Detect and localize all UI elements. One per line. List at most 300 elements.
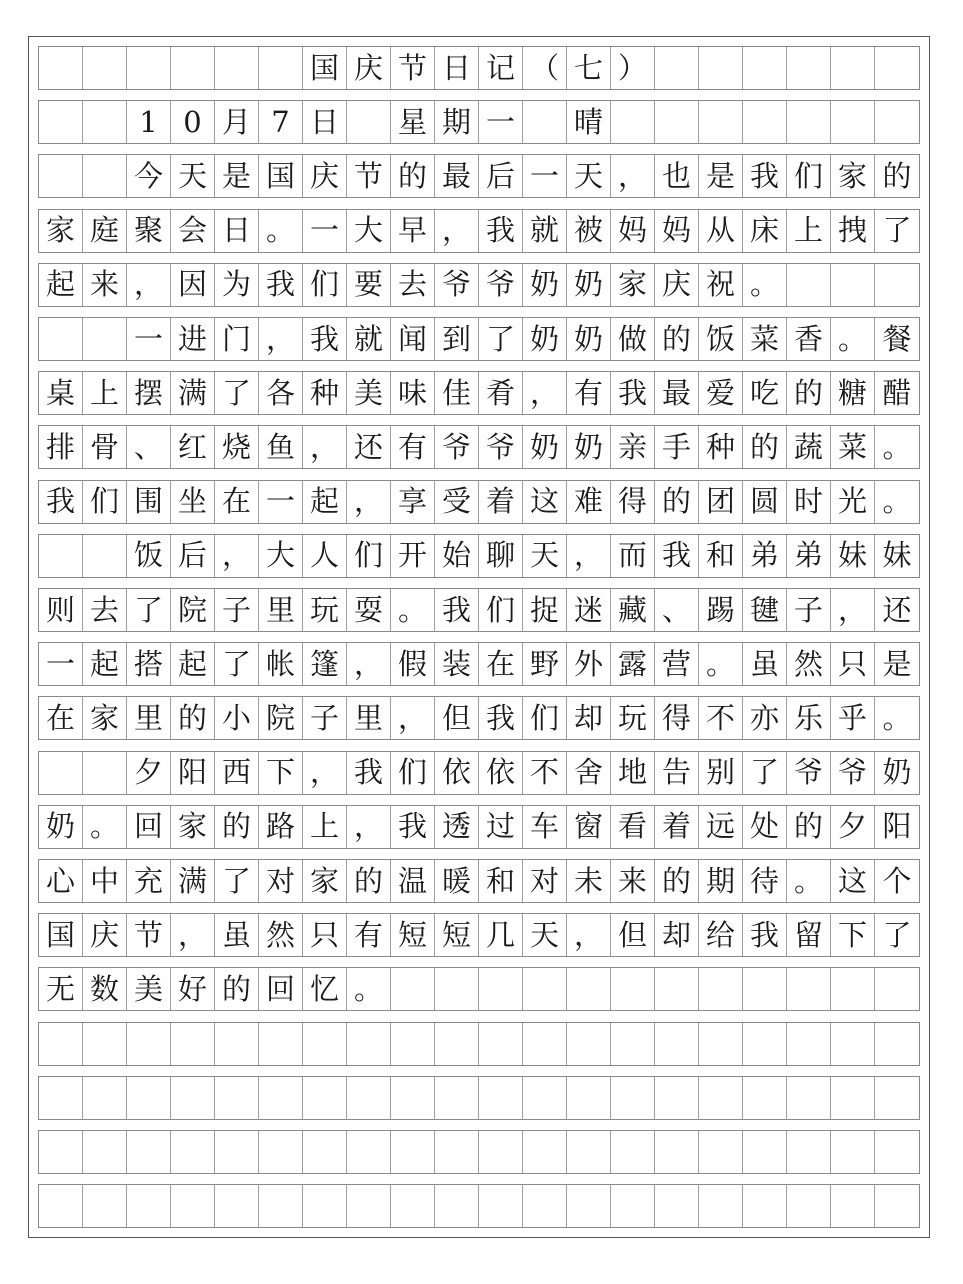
grid-cell: 家 (303, 860, 347, 902)
grid-cell (875, 1131, 919, 1173)
grid-cell: 。 (83, 806, 127, 848)
grid-cell: 。 (882, 700, 912, 735)
grid-cell: 期 (699, 860, 743, 902)
grid-cell (787, 264, 831, 306)
grid-cell: 被 (567, 210, 611, 252)
grid-cell: 上 (787, 210, 831, 252)
grid-cell: 后 (479, 155, 523, 197)
grid-cell (787, 1131, 831, 1173)
grid-cell (831, 1131, 875, 1173)
grid-cell: 到 (435, 318, 479, 360)
grid-cell (787, 1023, 831, 1065)
grid-cell: 我 (303, 318, 347, 360)
grid-cell (655, 1185, 699, 1227)
grid-cell: 的 (215, 968, 259, 1010)
grid-cell: 床 (743, 210, 787, 252)
grid-cell: 国 (39, 914, 83, 956)
grid-cell: 乐 (787, 697, 831, 739)
grid-cell: 有 (567, 372, 611, 414)
grid-cell: 家 (171, 806, 215, 848)
grid-cell (699, 1023, 743, 1065)
grid-cell: 未 (567, 860, 611, 902)
grid-cell: 期 (435, 101, 479, 143)
grid-cell (127, 1131, 171, 1173)
grid-cell (347, 1077, 391, 1119)
grid-cell (479, 968, 523, 1010)
grid-cell: 聊 (479, 535, 523, 577)
grid-cell: ， (215, 535, 259, 577)
grid-cell: ， (347, 643, 391, 685)
grid-cell: 就 (347, 318, 391, 360)
grid-cell: 的 (391, 155, 435, 197)
grid-cell (171, 1023, 215, 1065)
grid-cell: ， (303, 752, 347, 794)
grid-cell: 弟 (743, 535, 787, 577)
grid-cell: 亦 (743, 697, 787, 739)
grid-cell (39, 1077, 83, 1119)
grid-cell: 。 (259, 210, 303, 252)
grid-cell (479, 1023, 523, 1065)
grid-cell: 处 (743, 806, 787, 848)
grid-cell: 七 (567, 47, 611, 89)
text-row (38, 805, 920, 849)
grid-cell: 个 (882, 863, 912, 898)
grid-cell (259, 1131, 303, 1173)
text-row (38, 913, 920, 957)
grid-cell: 种 (303, 372, 347, 414)
grid-cell (127, 1077, 171, 1119)
grid-cell: 捉 (523, 589, 567, 631)
text-row (38, 642, 920, 686)
text-row (38, 154, 920, 198)
grid-cell: 玩 (611, 697, 655, 739)
grid-cell: 桌 (39, 372, 83, 414)
grid-cell: 我 (39, 481, 83, 523)
grid-cell: 远 (699, 806, 743, 848)
grid-cell: 奶 (523, 426, 567, 468)
grid-cell: 菜 (743, 318, 787, 360)
grid-cell: 上 (303, 806, 347, 848)
grid-cell: ， (127, 264, 171, 306)
grid-cell: 舍 (567, 752, 611, 794)
grid-cell: 。 (391, 589, 435, 631)
grid-cell: 院 (171, 589, 215, 631)
grid-cell: 奶 (567, 264, 611, 306)
text-row (38, 371, 920, 415)
grid-cell: 的 (347, 860, 391, 902)
grid-cell: 们 (523, 697, 567, 739)
grid-cell: 手 (655, 426, 699, 468)
grid-cell (655, 968, 699, 1010)
grid-cell: 节 (127, 914, 171, 956)
grid-cell: 西 (215, 752, 259, 794)
grid-cell (831, 1185, 875, 1227)
grid-cell (875, 1077, 919, 1119)
text-row (38, 967, 920, 1011)
grid-cell (567, 1077, 611, 1119)
grid-cell: 天 (523, 535, 567, 577)
grid-cell: 一 (479, 101, 523, 143)
grid-cell: ， (831, 589, 875, 631)
grid-cell (303, 1077, 347, 1119)
grid-cell: 聚 (127, 210, 171, 252)
grid-cell: 来 (83, 264, 127, 306)
grid-cell: 起 (83, 643, 127, 685)
grid-cell: 亲 (611, 426, 655, 468)
grid-cell: 阳 (882, 809, 912, 844)
grid-cell: 在 (479, 643, 523, 685)
grid-cell: 回 (259, 968, 303, 1010)
grid-cell: 透 (435, 806, 479, 848)
grid-cell: 日 (303, 101, 347, 143)
grid-cell (567, 1131, 611, 1173)
grid-cell (523, 1077, 567, 1119)
grid-cell (875, 968, 919, 1010)
grid-cell (171, 1131, 215, 1173)
grid-cell: 星 (391, 101, 435, 143)
grid-cell: 了 (215, 372, 259, 414)
grid-cell: 还 (347, 426, 391, 468)
grid-cell: 、 (127, 426, 171, 468)
text-row (38, 859, 920, 903)
grid-cell: 有 (391, 426, 435, 468)
title-row (38, 46, 920, 90)
text-row (38, 209, 920, 253)
grid-cell: 而 (611, 535, 655, 577)
grid-cell: 的 (215, 806, 259, 848)
text-row (38, 317, 920, 361)
grid-cell: 日 (435, 47, 479, 89)
grid-cell: 还 (882, 592, 912, 627)
grid-cell: 下 (259, 752, 303, 794)
grid-cell: 家 (831, 155, 875, 197)
grid-cell: 妈 (655, 210, 699, 252)
grid-cell: 温 (391, 860, 435, 902)
grid-cell: 地 (611, 752, 655, 794)
grid-cell (523, 1131, 567, 1173)
grid-cell (787, 1077, 831, 1119)
grid-cell: 。 (882, 484, 912, 519)
grid-cell: 。 (743, 264, 787, 306)
grid-cell: 起 (303, 481, 347, 523)
grid-cell: 的 (743, 426, 787, 468)
grid-cell: 踢 (699, 589, 743, 631)
grid-cell: 告 (655, 752, 699, 794)
grid-cell: 短 (391, 914, 435, 956)
grid-cell: 因 (171, 264, 215, 306)
grid-cell: 晴 (567, 101, 611, 143)
grid-cell: 有 (347, 914, 391, 956)
grid-cell (567, 968, 611, 1010)
grid-cell: 着 (655, 806, 699, 848)
grid-cell: 的 (655, 481, 699, 523)
grid-cell: 了 (127, 589, 171, 631)
grid-cell (171, 47, 215, 89)
grid-cell: 去 (391, 264, 435, 306)
grid-cell: 了 (215, 643, 259, 685)
grid-cell: 节 (347, 155, 391, 197)
grid-cell (655, 101, 699, 143)
grid-cell: 无 (39, 968, 83, 1010)
grid-cell (303, 1185, 347, 1227)
grid-cell: 。 (882, 429, 912, 464)
grid-cell: 0 (171, 101, 215, 143)
grid-cell: 奶 (39, 806, 83, 848)
grid-cell: 了 (882, 917, 912, 952)
grid-cell: 夕 (127, 752, 171, 794)
grid-cell (303, 1131, 347, 1173)
grid-cell: 进 (171, 318, 215, 360)
grid-cell (743, 1131, 787, 1173)
grid-cell: 团 (699, 481, 743, 523)
grid-cell: 。 (787, 860, 831, 902)
grid-cell (347, 101, 391, 143)
grid-cell: 然 (787, 643, 831, 685)
grid-cell: ， (611, 155, 655, 197)
grid-cell: 我 (479, 210, 523, 252)
grid-cell: 但 (611, 914, 655, 956)
grid-cell: 小 (215, 697, 259, 739)
grid-cell: 藏 (611, 589, 655, 631)
grid-cell (567, 1185, 611, 1227)
grid-cell (699, 47, 743, 89)
grid-cell: 回 (127, 806, 171, 848)
grid-cell (787, 101, 831, 143)
grid-cell: 心 (39, 860, 83, 902)
grid-cell: 暖 (435, 860, 479, 902)
grid-cell (435, 1077, 479, 1119)
grid-cell: 摆 (127, 372, 171, 414)
grid-cell: ， (435, 210, 479, 252)
grid-cell: 们 (787, 155, 831, 197)
grid-cell: 为 (215, 264, 259, 306)
grid-cell: 然 (259, 914, 303, 956)
grid-cell: 奶 (523, 318, 567, 360)
grid-cell: 佳 (435, 372, 479, 414)
grid-cell: 妹 (882, 538, 912, 573)
grid-cell: 一 (303, 210, 347, 252)
grid-cell: 我 (259, 264, 303, 306)
grid-cell (39, 47, 83, 89)
grid-cell: 子 (303, 697, 347, 739)
grid-cell: 日 (215, 210, 259, 252)
grid-cell: 月 (215, 101, 259, 143)
text-row (38, 696, 920, 740)
grid-cell: 起 (39, 264, 83, 306)
grid-cell: 庆 (347, 47, 391, 89)
grid-cell (391, 1077, 435, 1119)
grid-cell: 露 (611, 643, 655, 685)
grid-cell: 来 (611, 860, 655, 902)
grid-cell: 迷 (567, 589, 611, 631)
grid-cell: 几 (479, 914, 523, 956)
grid-cell: 1 (127, 101, 171, 143)
grid-cell: 帐 (259, 643, 303, 685)
grid-cell: 围 (127, 481, 171, 523)
grid-cell (699, 968, 743, 1010)
grid-cell: 留 (787, 914, 831, 956)
grid-cell (831, 47, 875, 89)
grid-cell (391, 1023, 435, 1065)
grid-cell: 得 (655, 697, 699, 739)
grid-cell: 种 (699, 426, 743, 468)
grid-cell: 闻 (391, 318, 435, 360)
grid-cell: 开 (391, 535, 435, 577)
grid-cell (743, 47, 787, 89)
grid-cell (655, 1077, 699, 1119)
grid-cell: 圆 (743, 481, 787, 523)
grid-cell: 庭 (83, 210, 127, 252)
grid-cell: ， (347, 806, 391, 848)
grid-cell: 美 (347, 372, 391, 414)
grid-cell (699, 1131, 743, 1173)
grid-cell: 大 (259, 535, 303, 577)
grid-cell: 奶 (882, 755, 912, 790)
grid-cell (83, 1077, 127, 1119)
grid-cell: 今 (127, 155, 171, 197)
grid-cell (391, 968, 435, 1010)
grid-cell: 一 (127, 318, 171, 360)
grid-cell: 装 (435, 643, 479, 685)
grid-cell: 充 (127, 860, 171, 902)
grid-cell (655, 1023, 699, 1065)
grid-cell: 虽 (215, 914, 259, 956)
grid-cell: 只 (831, 643, 875, 685)
grid-cell: 糖 (831, 372, 875, 414)
grid-cell: 醋 (882, 375, 912, 410)
grid-cell: 早 (391, 210, 435, 252)
grid-cell (215, 47, 259, 89)
grid-cell: 外 (567, 643, 611, 685)
grid-cell: 。 (347, 968, 391, 1010)
grid-cell: 鱼 (259, 426, 303, 468)
grid-cell: 在 (39, 697, 83, 739)
grid-cell: 7 (259, 101, 303, 143)
grid-cell: 爷 (787, 752, 831, 794)
date-row (38, 100, 920, 144)
grid-cell: 最 (435, 155, 479, 197)
grid-cell (435, 1185, 479, 1227)
grid-cell (39, 101, 83, 143)
grid-cell: 起 (171, 643, 215, 685)
grid-cell: 烧 (215, 426, 259, 468)
grid-cell: 满 (171, 372, 215, 414)
grid-cell: 只 (303, 914, 347, 956)
grid-cell: 后 (171, 535, 215, 577)
grid-cell (127, 47, 171, 89)
grid-cell: 家 (39, 210, 83, 252)
grid-cell (875, 47, 919, 89)
grid-cell: 天 (523, 914, 567, 956)
grid-cell: 也 (655, 155, 699, 197)
grid-cell (391, 1185, 435, 1227)
grid-cell (699, 1185, 743, 1227)
grid-cell (831, 101, 875, 143)
grid-cell: 着 (479, 481, 523, 523)
writing-grid-paper (28, 36, 930, 1238)
grid-cell (347, 1131, 391, 1173)
grid-cell: 爷 (435, 264, 479, 306)
grid-cell (215, 1023, 259, 1065)
grid-cell (743, 1077, 787, 1119)
grid-cell (479, 1077, 523, 1119)
grid-cell: 爷 (831, 752, 875, 794)
grid-cell (435, 1131, 479, 1173)
grid-cell: 香 (787, 318, 831, 360)
grid-cell: 我 (347, 752, 391, 794)
grid-cell: 拽 (831, 210, 875, 252)
grid-cell (39, 318, 83, 360)
grid-cell (875, 1185, 919, 1227)
grid-cell: 忆 (303, 968, 347, 1010)
grid-cell: 们 (391, 752, 435, 794)
text-row (38, 480, 920, 524)
grid-cell (83, 752, 127, 794)
grid-cell: 短 (435, 914, 479, 956)
grid-cell: 爱 (699, 372, 743, 414)
grid-cell: 篷 (303, 643, 347, 685)
grid-cell: ， (259, 318, 303, 360)
text-row (38, 263, 920, 307)
grid-cell: 蔬 (787, 426, 831, 468)
grid-cell: 了 (882, 213, 912, 248)
grid-cell: 这 (523, 481, 567, 523)
grid-cell (39, 1185, 83, 1227)
grid-cell: 则 (39, 589, 83, 631)
grid-cell: 。 (699, 643, 743, 685)
grid-cell: 的 (787, 806, 831, 848)
grid-cell: 的 (882, 158, 912, 193)
grid-cell (259, 1185, 303, 1227)
grid-cell: 去 (83, 589, 127, 631)
grid-cell: 下 (831, 914, 875, 956)
grid-cell (83, 535, 127, 577)
grid-cell (83, 155, 127, 197)
grid-cell: 妹 (831, 535, 875, 577)
empty-row (38, 1076, 920, 1120)
grid-cell (611, 968, 655, 1010)
grid-cell: 们 (479, 589, 523, 631)
grid-cell (523, 1023, 567, 1065)
grid-cell: 美 (127, 968, 171, 1010)
grid-cell: 节 (391, 47, 435, 89)
grid-cell: 一 (259, 481, 303, 523)
grid-cell (391, 1131, 435, 1173)
grid-cell: 奶 (523, 264, 567, 306)
grid-cell: 阳 (171, 752, 215, 794)
grid-cell: 国 (259, 155, 303, 197)
grid-cell (787, 47, 831, 89)
grid-cell (83, 1023, 127, 1065)
grid-cell: 的 (171, 697, 215, 739)
grid-cell: 受 (435, 481, 479, 523)
grid-cell: 对 (523, 860, 567, 902)
grid-cell (259, 1023, 303, 1065)
grid-cell (259, 1077, 303, 1119)
grid-cell: 数 (83, 968, 127, 1010)
grid-cell: 做 (611, 318, 655, 360)
grid-cell: 了 (743, 752, 787, 794)
grid-cell (303, 1023, 347, 1065)
grid-cell: 我 (435, 589, 479, 631)
grid-cell: 家 (83, 697, 127, 739)
grid-cell: 不 (699, 697, 743, 739)
grid-cell: 们 (83, 481, 127, 523)
grid-cell (655, 1131, 699, 1173)
grid-cell (611, 1185, 655, 1227)
grid-cell: 奶 (567, 318, 611, 360)
grid-cell: （ (523, 47, 567, 89)
